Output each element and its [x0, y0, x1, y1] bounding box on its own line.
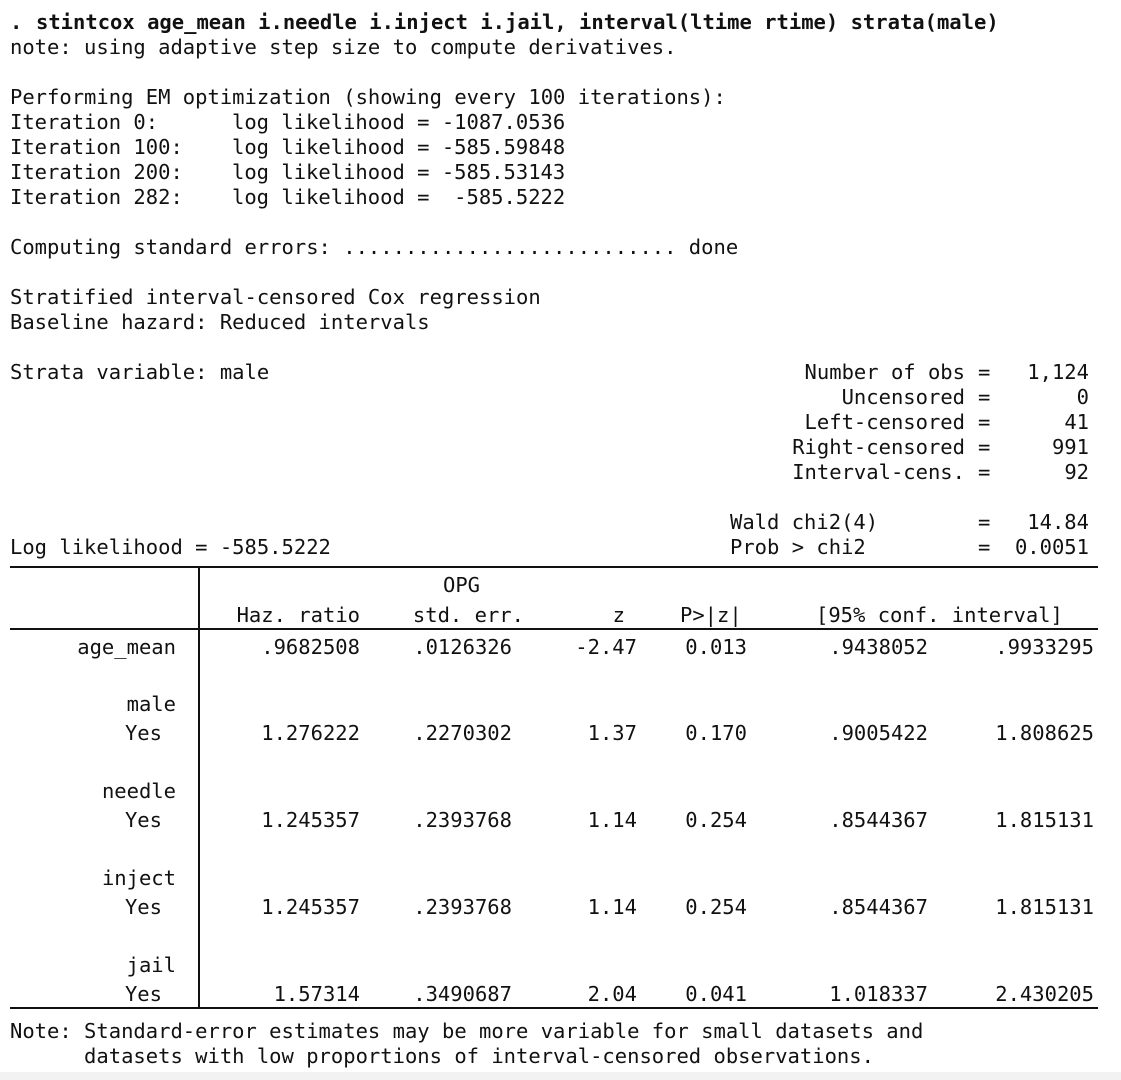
table-bottom-rule — [10, 1007, 1098, 1009]
baseline-hazard: Baseline hazard: Reduced intervals — [10, 310, 430, 334]
row-level: Yes — [124, 982, 162, 1006]
row-variable: needle — [101, 779, 176, 803]
cell-std-err: .2393768 — [413, 808, 512, 832]
model-title: Stratified interval-censored Cox regression — [10, 285, 541, 309]
row-variable: age_mean — [77, 635, 176, 659]
cell-z: -2.47 — [575, 635, 637, 659]
row-variable: inject — [101, 866, 176, 890]
footnote-line: datasets with low proportions of interval-censored observations. — [10, 1044, 874, 1068]
iteration-value: log likelihood = -1087.0536 — [232, 110, 566, 134]
cell-ci-lower: .8544367 — [829, 895, 928, 919]
cell-p-value: 0.254 — [685, 895, 747, 919]
prob-eq: = — [978, 535, 991, 559]
iteration-value: log likelihood = -585.59848 — [232, 135, 566, 159]
prob-label: Prob > chi2 — [730, 535, 866, 559]
cell-p-value: 0.254 — [685, 808, 747, 832]
iteration-label: Iteration 100: — [10, 135, 183, 159]
cell-haz-ratio: .9682508 — [261, 635, 360, 659]
row-level: Yes — [124, 808, 162, 832]
derivatives-note: note: using adaptive step size to compute derivatives. — [10, 35, 677, 59]
window-bottom-edge — [0, 1072, 1121, 1080]
iteration-label: Iteration 282: — [10, 185, 183, 209]
header-std-err: std. err. — [412, 603, 524, 627]
cell-haz-ratio: 1.245357 — [261, 808, 360, 832]
table-column-divider — [198, 567, 200, 1008]
cell-ci-lower: 1.018337 — [829, 982, 928, 1006]
stat-value-left-censored: 41 — [1064, 410, 1089, 434]
stat-value-uncensored: 0 — [1076, 385, 1089, 409]
header-haz-ratio: Haz. ratio — [236, 603, 360, 627]
cell-z: 1.14 — [587, 895, 637, 919]
command-text: stintcox age_mean i.needle i.inject i.jail, interval(ltime rtime) strata(male) — [36, 10, 999, 34]
header-p-value: P>|z| — [680, 603, 742, 627]
cell-p-value: 0.013 — [685, 635, 747, 659]
strata-variable: Strata variable: male — [10, 360, 270, 384]
stat-label-obs: Number of obs — [804, 360, 965, 384]
cell-p-value: 0.041 — [685, 982, 747, 1006]
stat-value-interval-cens: 92 — [1064, 460, 1089, 484]
cell-ci-upper: 2.430205 — [995, 982, 1094, 1006]
cell-haz-ratio: 1.245357 — [261, 895, 360, 919]
cell-haz-ratio: 1.57314 — [273, 982, 360, 1006]
wald-label: Wald chi2(4) — [730, 510, 879, 534]
cell-z: 1.37 — [587, 721, 637, 745]
cell-ci-lower: .9005422 — [829, 721, 928, 745]
wald-value: 14.84 — [1027, 510, 1089, 534]
cell-std-err: .0126326 — [413, 635, 512, 659]
cell-p-value: 0.170 — [685, 721, 747, 745]
iteration-label: Iteration 0: — [10, 110, 159, 134]
stat-label-uncensored: Uncensored — [841, 385, 965, 409]
cell-z: 2.04 — [587, 982, 637, 1006]
stat-label-left-censored: Left-censored — [804, 410, 965, 434]
header-opg: OPG — [443, 573, 481, 597]
em-header: Performing EM optimization (showing every 100 iterations): — [10, 85, 726, 109]
stat-eq: = — [978, 360, 991, 384]
stat-eq: = — [978, 385, 991, 409]
cell-haz-ratio: 1.276222 — [261, 721, 360, 745]
footnote-line: Note: Standard-error estimates may be more variable for small datasets and — [10, 1019, 924, 1043]
header-z: z — [612, 603, 625, 627]
row-variable: male — [126, 692, 176, 716]
cell-ci-upper: 1.808625 — [995, 721, 1094, 745]
iteration-label: Iteration 200: — [10, 160, 183, 184]
table-top-rule — [10, 566, 1098, 568]
stat-eq: = — [978, 410, 991, 434]
row-level: Yes — [124, 895, 162, 919]
cell-ci-upper: 1.815131 — [995, 895, 1094, 919]
cell-z: 1.14 — [587, 808, 637, 832]
row-level: Yes — [124, 721, 162, 745]
stat-label-interval-cens: Interval-cens. — [792, 460, 965, 484]
cell-std-err: .2393768 — [413, 895, 512, 919]
log-likelihood: Log likelihood = -585.5222 — [10, 535, 331, 559]
stat-value-obs: 1,124 — [1027, 360, 1089, 384]
stat-eq: = — [978, 435, 991, 459]
wald-eq: = — [978, 510, 991, 534]
cell-std-err: .2270302 — [413, 721, 512, 745]
prob-value: 0.0051 — [1014, 535, 1089, 559]
table-header-rule — [10, 628, 1098, 630]
stat-label-right-censored: Right-censored — [792, 435, 965, 459]
iteration-value: log likelihood = -585.53143 — [232, 160, 566, 184]
cell-ci-upper: .9933295 — [995, 635, 1094, 659]
stat-eq: = — [978, 460, 991, 484]
row-variable: jail — [126, 953, 176, 977]
cell-std-err: .3490687 — [413, 982, 512, 1006]
cell-ci-upper: 1.815131 — [995, 808, 1094, 832]
header-conf-interval: [95% conf. interval] — [816, 603, 1063, 627]
cell-ci-lower: .8544367 — [829, 808, 928, 832]
iteration-value: log likelihood = -585.5222 — [232, 185, 566, 209]
command-prompt: . — [10, 10, 23, 34]
cell-ci-lower: .9438052 — [829, 635, 928, 659]
std-errors-progress: Computing standard errors: ........................... done — [10, 235, 739, 259]
stat-value-right-censored: 991 — [1051, 435, 1089, 459]
